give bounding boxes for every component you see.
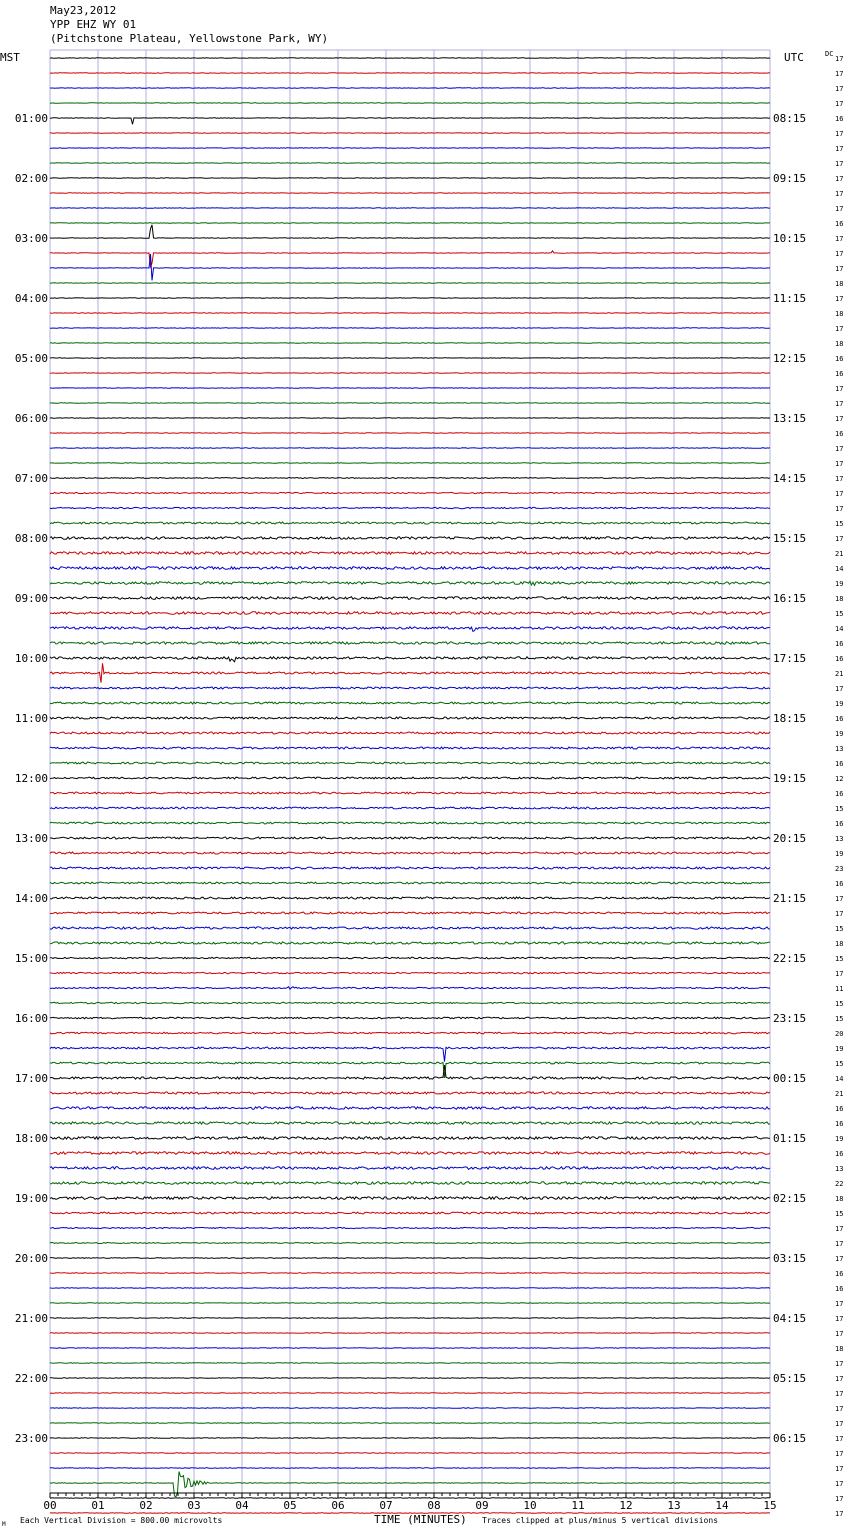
dc-offset-value: 17 (835, 1510, 844, 1518)
x-tick-label: 11 (571, 1499, 585, 1512)
trace-line (50, 897, 770, 899)
trace-line (50, 1333, 770, 1334)
dc-offset-value: 18 (835, 1195, 844, 1203)
trace-line (50, 987, 770, 990)
trace-line (50, 1408, 770, 1409)
mst-hour-label: 12:00 (14, 772, 48, 785)
dc-offset-value: 19 (835, 730, 844, 738)
trace-line (50, 1288, 770, 1289)
dc-offset-labels (835, 55, 843, 1518)
time-grid (50, 50, 770, 1493)
dc-offset-value: 21 (835, 1090, 844, 1098)
dc-offset-value: 17 (835, 145, 844, 153)
dc-offset-value: 17 (835, 1225, 844, 1233)
corner-mark: M (2, 1521, 6, 1528)
mst-hour-label: 15:00 (14, 952, 48, 965)
utc-hour-label: 20:15 (773, 832, 807, 845)
x-tick-label: 14 (715, 1499, 729, 1512)
trace-line (50, 732, 770, 734)
x-tick-label: 09 (475, 1499, 489, 1512)
utc-hour-label: 15:15 (773, 532, 807, 545)
trace-line (50, 225, 770, 238)
trace-line (50, 1423, 770, 1424)
x-tick-label: 05 (283, 1499, 297, 1512)
mst-hour-label: 20:00 (14, 1252, 48, 1265)
utc-hour-label: 16:15 (773, 592, 807, 605)
clip-note: Traces clipped at plus/minus 5 vertical divisions (482, 1516, 719, 1525)
dc-offset-value: 16 (835, 370, 844, 378)
trace-line (50, 1318, 770, 1319)
dc-offset-value: 17 (835, 895, 844, 903)
dc-offset-value: 19 (835, 1045, 844, 1053)
trace-line (50, 492, 770, 493)
utc-hour-label: 01:15 (773, 1132, 807, 1145)
mst-hour-label: 16:00 (14, 1012, 48, 1025)
dc-offset-value: 17 (835, 1300, 844, 1308)
x-axis-title: TIME (MINUTES) (374, 1513, 467, 1526)
dc-offset-value: 15 (835, 925, 844, 933)
dc-offset-value: 17 (835, 55, 844, 63)
mst-hour-label: 04:00 (14, 292, 48, 305)
dc-offset-value: 17 (835, 190, 844, 198)
dc-offset-value: 13 (835, 1165, 844, 1173)
trace-line (50, 777, 770, 779)
trace-line (50, 747, 770, 749)
dc-offset-value: 17 (835, 1465, 844, 1473)
mst-hour-label: 23:00 (14, 1432, 48, 1445)
dc-offset-value: 17 (835, 295, 844, 303)
utc-hour-label: 23:15 (773, 1012, 807, 1025)
trace-line (50, 463, 770, 464)
dc-offset-value: 16 (835, 880, 844, 888)
dc-offset-value: 17 (835, 445, 844, 453)
utc-hour-label: 09:15 (773, 172, 807, 185)
utc-hour-label: 22:15 (773, 952, 807, 965)
dc-offset-value: 15 (835, 610, 844, 618)
dc-offset-value: 19 (835, 1135, 844, 1143)
mst-hour-label: 09:00 (14, 592, 48, 605)
trace-line (50, 251, 770, 267)
dc-offset-value: 20 (835, 1030, 844, 1038)
trace-line (50, 1137, 770, 1140)
dc-offset-value: 17 (835, 685, 844, 693)
dc-offset-value: 23 (835, 865, 844, 873)
dc-offset-value: 17 (835, 400, 844, 408)
trace-line (50, 852, 770, 854)
trace-line (50, 254, 770, 280)
dc-offset-value: 22 (835, 1180, 844, 1188)
mst-hour-label: 02:00 (14, 172, 48, 185)
dc-offset-value: 17 (835, 490, 844, 498)
trace-line (50, 822, 770, 824)
dc-offset-value: 16 (835, 1120, 844, 1128)
dc-offset-value: 17 (835, 325, 844, 333)
utc-hour-label: 21:15 (773, 892, 807, 905)
trace-line (50, 792, 770, 794)
trace-line (50, 1092, 770, 1094)
dc-offset-value: 15 (835, 1210, 844, 1218)
trace-line (50, 1303, 770, 1304)
date-label: May23,2012 (50, 4, 117, 17)
dc-offset-value: 12 (835, 775, 844, 783)
dc-offset-value: 17 (835, 1315, 844, 1323)
dc-offset-value: 21 (835, 550, 844, 558)
dc-offset-value: 17 (835, 160, 844, 168)
dc-offset-value: 17 (835, 250, 844, 258)
trace-line (50, 867, 770, 869)
x-tick-label: 15 (763, 1499, 777, 1512)
dc-offset-value: 17 (835, 235, 844, 243)
dc-offset-value: 16 (835, 640, 844, 648)
dc-offset-value: 15 (835, 520, 844, 528)
utc-label: UTC (784, 51, 804, 64)
x-tick-label: 03 (187, 1499, 201, 1512)
dc-offset-value: 14 (835, 1075, 844, 1083)
mst-hour-label: 17:00 (14, 1072, 48, 1085)
mst-hour-label: 22:00 (14, 1372, 48, 1385)
dc-offset-value: 18 (835, 280, 844, 288)
dc-offset-value: 17 (835, 1375, 844, 1383)
trace-line (50, 1107, 770, 1109)
utc-hour-label: 17:15 (773, 652, 807, 665)
dc-offset-value: 15 (835, 1000, 844, 1008)
trace-line (50, 702, 770, 704)
utc-hour-label: 10:15 (773, 232, 807, 245)
trace-line (50, 567, 770, 570)
trace-line (50, 597, 770, 600)
mst-hour-label: 05:00 (14, 352, 48, 365)
dc-offset-value: 14 (835, 565, 844, 573)
trace-line (50, 552, 770, 555)
trace-line (50, 1348, 770, 1349)
trace-line (50, 1438, 770, 1439)
dc-offset-value: 17 (835, 100, 844, 108)
dc-offset-value: 17 (835, 535, 844, 543)
mst-hour-label: 10:00 (14, 652, 48, 665)
dc-offset-value: 17 (835, 1330, 844, 1338)
trace-line (50, 762, 770, 764)
trace-line (50, 927, 770, 929)
x-tick-label: 02 (139, 1499, 153, 1512)
dc-offset-value: 17 (835, 1480, 844, 1488)
dc-offset-value: 17 (835, 910, 844, 918)
mst-hour-label: 11:00 (14, 712, 48, 725)
dc-offset-value: 17 (835, 130, 844, 138)
trace-line (50, 1017, 770, 1019)
mst-hour-label: 08:00 (14, 532, 48, 545)
dc-offset-value: 16 (835, 1105, 844, 1113)
trace-line (50, 642, 770, 644)
trace-group (50, 58, 770, 1514)
dc-offset-value: 17 (835, 1255, 844, 1263)
x-tick-label: 00 (43, 1499, 57, 1512)
dc-offset-value: 17 (835, 85, 844, 93)
x-tick-label: 07 (379, 1499, 393, 1512)
trace-line (50, 1243, 770, 1244)
trace-line (50, 942, 770, 944)
trace-line (50, 912, 770, 914)
trace-line (50, 972, 770, 973)
trace-line (50, 1468, 770, 1469)
x-tick-label: 10 (523, 1499, 537, 1512)
trace-line (50, 1378, 770, 1379)
mst-label: MST (0, 51, 20, 64)
x-tick-label: 12 (619, 1499, 633, 1512)
dc-offset-value: 16 (835, 355, 844, 363)
dc-offset-value: 17 (835, 475, 844, 483)
x-tick-label: 01 (91, 1499, 105, 1512)
dc-offset-value: 17 (835, 385, 844, 393)
dc-offset-value: 17 (835, 1240, 844, 1248)
dc-offset-value: 16 (835, 1270, 844, 1278)
trace-line (50, 882, 770, 884)
trace-line (50, 1453, 770, 1454)
dc-offset-value: 17 (835, 265, 844, 273)
trace-line (50, 1273, 770, 1274)
dc-offset-value: 17 (835, 1450, 844, 1458)
dc-offset-value: 16 (835, 655, 844, 663)
trace-line (50, 1182, 770, 1185)
x-tick-label: 04 (235, 1499, 249, 1512)
dc-offset-value: 17 (835, 1405, 844, 1413)
dc-offset-value: 17 (835, 970, 844, 978)
utc-hour-labels (773, 112, 806, 1445)
trace-line (50, 717, 770, 719)
trace-line (50, 807, 770, 809)
dc-offset-value: 19 (835, 850, 844, 858)
dc-offset-value: 17 (835, 70, 844, 78)
dc-offset-value: 17 (835, 460, 844, 468)
trace-line (50, 1197, 770, 1200)
dc-offset-value: 16 (835, 790, 844, 798)
trace-line (50, 1258, 770, 1259)
dc-offset-value: 18 (835, 310, 844, 318)
dc-offset-value: 17 (835, 415, 844, 423)
dc-offset-value: 21 (835, 670, 844, 678)
dc-offset-value: 17 (835, 505, 844, 513)
trace-line (50, 1227, 770, 1228)
dc-offset-value: 16 (835, 1150, 844, 1158)
station-label: YPP EHZ WY 01 (50, 18, 137, 31)
mst-hour-label: 07:00 (14, 472, 48, 485)
trace-line (50, 522, 770, 524)
x-tick-label: 13 (667, 1499, 681, 1512)
mst-hour-label: 14:00 (14, 892, 48, 905)
trace-line (50, 448, 770, 449)
utc-hour-label: 14:15 (773, 472, 807, 485)
utc-hour-label: 03:15 (773, 1252, 807, 1265)
trace-line (50, 612, 770, 615)
utc-hour-label: 13:15 (773, 412, 807, 425)
mst-hour-label: 03:00 (14, 232, 48, 245)
x-tick-label: 06 (331, 1499, 345, 1512)
mst-hour-label: 18:00 (14, 1132, 48, 1145)
dc-offset-value: 13 (835, 835, 844, 843)
dc-offset-value: 17 (835, 205, 844, 213)
mst-hour-label: 19:00 (14, 1192, 48, 1205)
trace-line (50, 1152, 770, 1155)
dc-offset-value: 18 (835, 595, 844, 603)
trace-line (50, 478, 770, 479)
dc-offset-value: 16 (835, 220, 844, 228)
trace-line (50, 957, 770, 958)
trace-line (50, 1167, 770, 1170)
trace-line (50, 118, 770, 125)
trace-line (50, 1065, 770, 1079)
mst-hour-label: 01:00 (14, 112, 48, 125)
dc-offset-value: 13 (835, 745, 844, 753)
dc-offset-value: 17 (835, 1435, 844, 1443)
utc-hour-label: 04:15 (773, 1312, 807, 1325)
trace-line (50, 1122, 770, 1124)
trace-line (50, 1002, 770, 1003)
dc-offset-value: 16 (835, 760, 844, 768)
dc-offset-value: 17 (835, 175, 844, 183)
dc-offset-value: 18 (835, 940, 844, 948)
dc-label: DC (825, 50, 834, 58)
trace-line (50, 1498, 770, 1499)
dc-offset-value: 17 (835, 1420, 844, 1428)
dc-offset-value: 19 (835, 700, 844, 708)
dc-offset-value: 16 (835, 715, 844, 723)
scale-note: Each Vertical Division = 800.00 microvolts (20, 1516, 223, 1525)
trace-line (50, 1062, 770, 1078)
trace-line (50, 837, 770, 839)
dc-offset-value: 11 (835, 985, 844, 993)
trace-line (50, 627, 770, 632)
dc-offset-value: 18 (835, 1345, 844, 1353)
trace-line (50, 537, 770, 539)
trace-line (50, 657, 770, 662)
trace-line (50, 663, 770, 682)
utc-hour-label: 02:15 (773, 1192, 807, 1205)
mst-hour-labels (15, 112, 48, 1445)
mst-hour-label: 21:00 (14, 1312, 48, 1325)
trace-line (50, 1032, 770, 1034)
utc-hour-label: 00:15 (773, 1072, 807, 1085)
trace-line (50, 581, 770, 585)
dc-offset-value: 16 (835, 1285, 844, 1293)
trace-line (50, 1047, 770, 1062)
x-tick-label: 08 (427, 1499, 441, 1512)
utc-hour-label: 18:15 (773, 712, 807, 725)
utc-hour-label: 19:15 (773, 772, 807, 785)
trace-line (50, 507, 770, 508)
dc-offset-value: 18 (835, 340, 844, 348)
dc-offset-value: 15 (835, 1060, 844, 1068)
dc-offset-value: 17 (835, 1360, 844, 1368)
dc-offset-value: 16 (835, 820, 844, 828)
mst-hour-label: 06:00 (14, 412, 48, 425)
dc-offset-value: 19 (835, 580, 844, 588)
utc-hour-label: 06:15 (773, 1432, 807, 1445)
dc-offset-value: 15 (835, 955, 844, 963)
x-axis (43, 1493, 776, 1512)
trace-line (50, 1363, 770, 1364)
trace-line (50, 1212, 770, 1214)
utc-hour-label: 12:15 (773, 352, 807, 365)
mst-hour-label: 13:00 (14, 832, 48, 845)
location-label: (Pitchstone Plateau, Yellowstone Park, WY) (50, 32, 329, 45)
dc-offset-value: 15 (835, 805, 844, 813)
dc-offset-value: 14 (835, 625, 844, 633)
dc-offset-value: 16 (835, 430, 844, 438)
utc-hour-label: 05:15 (773, 1372, 807, 1385)
utc-hour-label: 11:15 (773, 292, 807, 305)
trace-line (50, 1393, 770, 1394)
dc-offset-value: 17 (835, 1390, 844, 1398)
utc-hour-label: 08:15 (773, 112, 807, 125)
dc-offset-value: 16 (835, 115, 844, 123)
dc-offset-value: 15 (835, 1015, 844, 1023)
dc-offset-value: 17 (835, 1495, 844, 1503)
trace-line (50, 687, 770, 689)
